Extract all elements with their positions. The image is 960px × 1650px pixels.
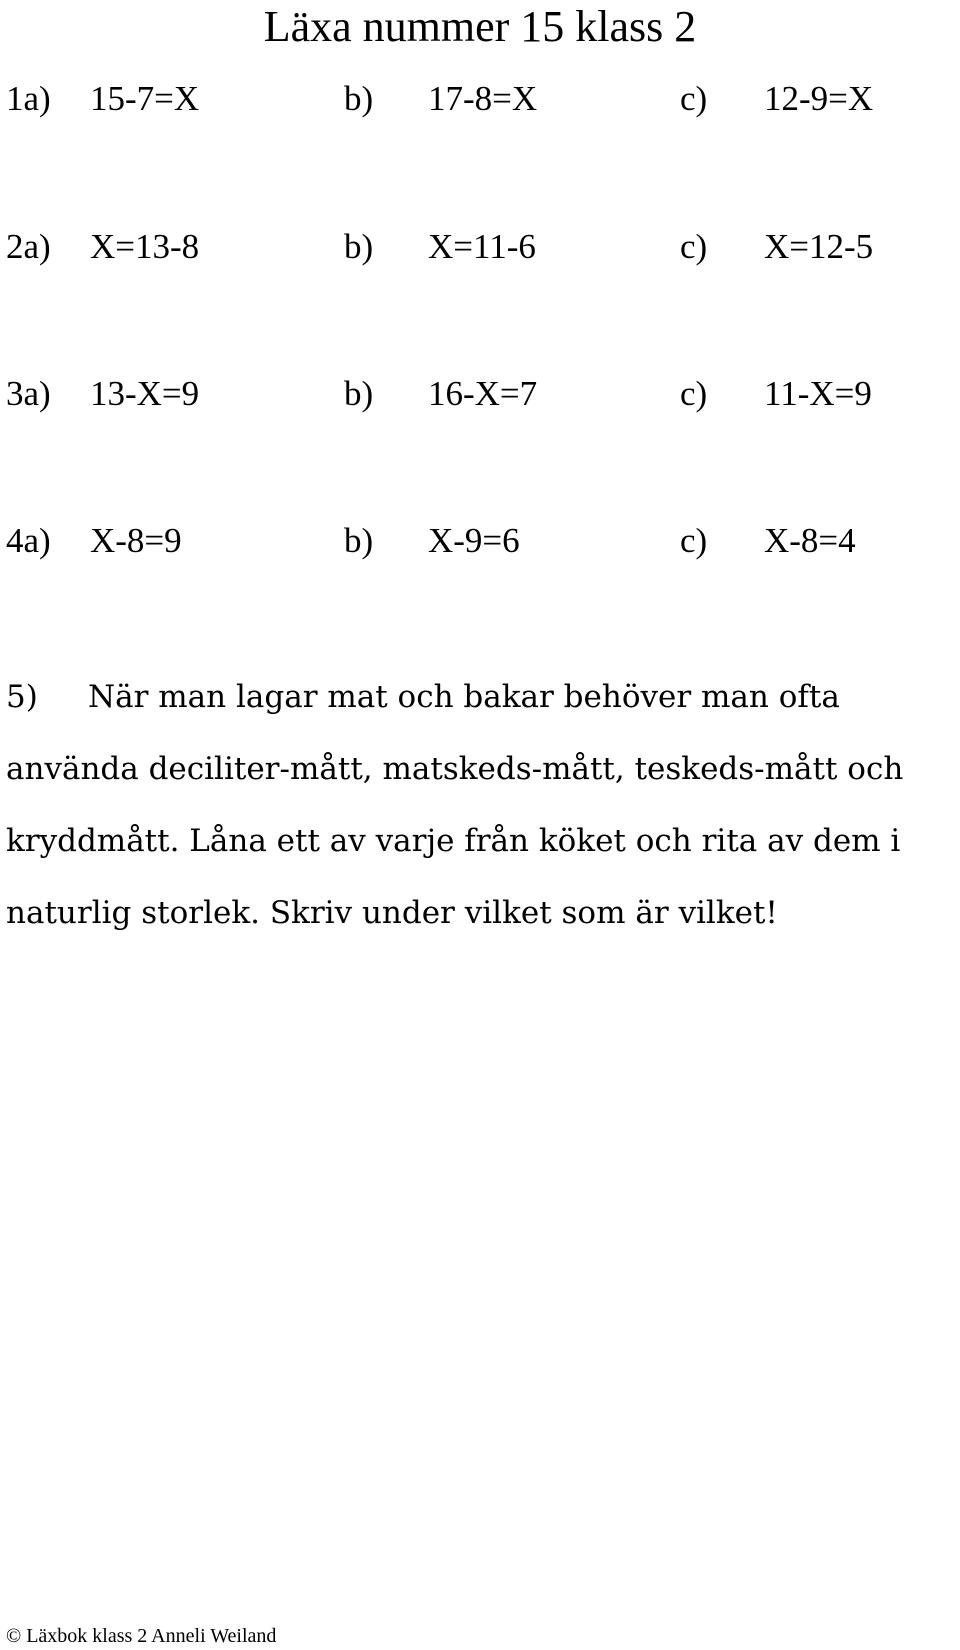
exercise-c-label: c) [680, 521, 708, 560]
task-5-paragraph [6, 661, 956, 949]
exercise-row-3 [0, 371, 960, 417]
exercise-row-4 [0, 518, 960, 564]
task-5-line [6, 661, 956, 733]
exercise-c-label: c) [680, 79, 708, 118]
exercise-a: X-8=9 [90, 521, 182, 560]
task-5-number: 5) [6, 679, 38, 715]
exercise-c: X-8=4 [764, 521, 856, 560]
exercise-b: 17-8=X [428, 79, 538, 118]
exercise-b: X=11-6 [428, 227, 536, 266]
exercise-b-label: b) [344, 374, 374, 413]
exercise-number: 1a) [6, 79, 51, 118]
exercise-b-label: b) [344, 227, 374, 266]
exercise-b: 16-X=7 [428, 374, 538, 413]
exercise-a: 15-7=X [90, 79, 200, 118]
exercise-c-label: c) [680, 374, 708, 413]
exercise-b-label: b) [344, 79, 374, 118]
exercise-row-2 [0, 224, 960, 270]
exercise-c: 11-X=9 [764, 374, 872, 413]
task-5-line: naturlig storlek. Skriv under vilket som är vilket! [6, 895, 778, 931]
exercise-c: 12-9=X [764, 79, 874, 118]
task-5-line: använda deciliter-mått, matskeds-mått, teskeds-mått och [6, 751, 904, 787]
page-title: Läxa nummer 15 klass 2 [263, 2, 697, 51]
task-5-line: kryddmått. Låna ett av varje från köket och rita av dem i [6, 823, 901, 859]
copyright-footer: © Läxbok klass 2 Anneli Weiland [6, 1625, 277, 1647]
exercise-a: X=13-8 [90, 227, 200, 266]
task-5-text: När man lagar mat och bakar behöver man ofta [88, 679, 840, 715]
exercise-b: X-9=6 [428, 521, 520, 560]
exercise-number: 4a) [6, 521, 51, 560]
exercise-c-label: c) [680, 227, 708, 266]
exercise-number: 2a) [6, 227, 51, 266]
exercise-c: X=12-5 [764, 227, 874, 266]
exercise-row-1 [0, 76, 960, 122]
exercise-b-label: b) [344, 521, 374, 560]
exercise-a: 13-X=9 [90, 374, 200, 413]
exercise-number: 3a) [6, 374, 51, 413]
